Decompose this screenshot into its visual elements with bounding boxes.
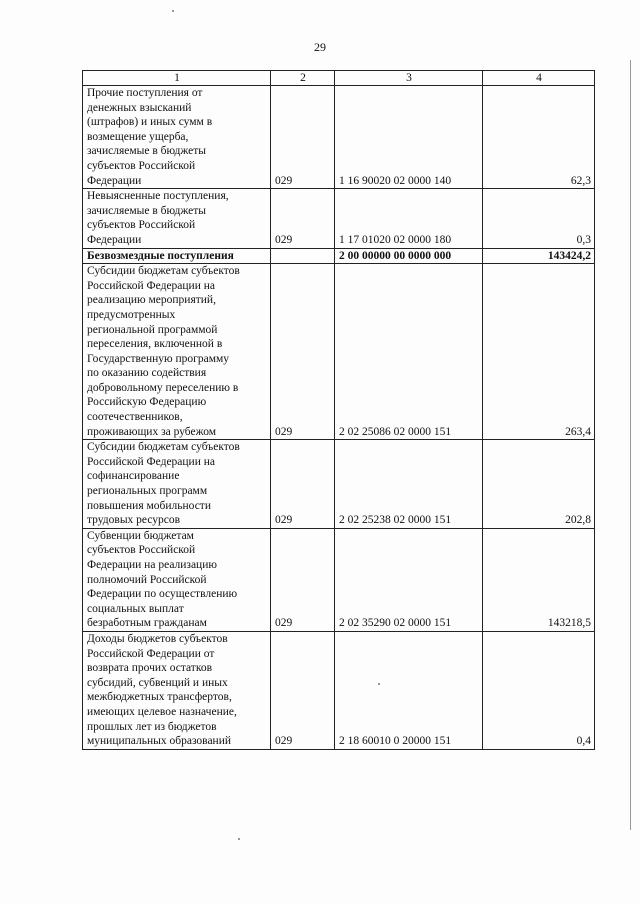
row-name-line: субъектов Российской	[87, 544, 196, 557]
column-header-3: 3	[335, 71, 483, 86]
scan-edge-line	[630, 60, 634, 830]
amount-cell: 202,8	[483, 440, 595, 529]
row-name-line: зачисляемые в бюджеты	[87, 145, 207, 158]
budget-code-cell: 2 02 25238 02 0000 151	[335, 440, 483, 529]
amount-cell: 0,3	[483, 189, 595, 248]
budget-code-cell: 2 02 35290 02 0000 151	[335, 528, 483, 631]
revenue-table	[82, 70, 595, 750]
row-name-cell	[83, 248, 271, 264]
page-number: 29	[314, 40, 326, 54]
admin-code-cell: 029	[271, 189, 335, 248]
row-name-cell	[83, 264, 271, 440]
row-name-line: полномочий Российской	[87, 573, 207, 586]
row-name-line: возмещение ущерба,	[87, 130, 189, 143]
admin-code-cell: 029	[271, 631, 335, 749]
table-row	[83, 248, 595, 264]
row-name-line: региональных программ	[87, 485, 208, 498]
row-name-line: (штрафов) и иных сумм в	[87, 116, 213, 129]
budget-code-cell: 2 00 00000 00 0000 000	[335, 248, 483, 264]
budget-code-cell: 1 16 90020 02 0000 140	[335, 86, 483, 189]
table-row	[83, 264, 595, 440]
scan-speck	[238, 838, 240, 840]
scan-speck	[172, 10, 174, 12]
row-name-line: Российскую Федерацию	[87, 396, 207, 409]
admin-code-cell: 029	[271, 440, 335, 529]
row-name-line: повышения мобильности	[87, 499, 211, 512]
budget-code-cell: 1 17 01020 02 0000 180	[335, 189, 483, 248]
row-name-cell	[83, 189, 271, 248]
row-name-line: субъектов Российской	[87, 159, 196, 172]
column-header-2: 2	[271, 71, 335, 86]
row-name-line: имеющих целевое назначение,	[87, 705, 237, 718]
row-name-line: денежных взысканий	[87, 101, 192, 114]
column-header-1: 1	[83, 71, 271, 86]
table-row	[83, 189, 595, 248]
row-name-line: проживающих за рубежом	[87, 425, 217, 438]
row-name-line: региональной программой	[87, 323, 218, 336]
row-name-line: межбюджетных трансфертов,	[87, 691, 232, 704]
row-name-line: социальных выплат	[87, 602, 184, 615]
table-row	[83, 440, 595, 529]
row-name-line: субсидий, субвенций и иных	[87, 676, 228, 689]
row-name-cell	[83, 528, 271, 631]
row-name-line: Невыясненные поступления,	[87, 190, 229, 203]
table-row	[83, 528, 595, 631]
row-name-cell	[83, 440, 271, 529]
row-name-line: Субсидии бюджетам субъектов	[87, 265, 240, 278]
row-name-line: Субсидии бюджетам субъектов	[87, 441, 240, 454]
row-name-line: Российской Федерации от	[87, 647, 215, 660]
row-name-line: добровольному переселению в	[87, 381, 239, 394]
scan-speck	[378, 683, 380, 685]
row-name-line: возврата прочих остатков	[87, 662, 213, 675]
row-name-cell	[83, 631, 271, 749]
row-name-line: Федерации	[87, 174, 142, 187]
column-header-4: 4	[483, 71, 595, 86]
row-name-line: Федерации на реализацию	[87, 559, 217, 571]
row-name-line: софинансирование	[87, 470, 180, 483]
row-name-line: субъектов Российской	[87, 219, 196, 232]
table-header-row	[83, 71, 595, 86]
row-name-line: трудовых ресурсов	[87, 514, 181, 527]
row-name-line: соотечественников,	[87, 411, 183, 424]
row-name-cell	[83, 86, 271, 189]
row-name-line: Доходы бюджетов субъектов	[87, 632, 228, 645]
table-body	[83, 86, 595, 750]
amount-cell: 143424,2	[483, 248, 595, 264]
admin-code-cell: 029	[271, 528, 335, 631]
row-name-line: Государственную программу	[87, 352, 230, 365]
row-name-line: Субвенции бюджетам	[87, 529, 194, 542]
admin-code-cell	[271, 248, 335, 264]
amount-cell: 263,4	[483, 264, 595, 440]
amount-cell: 143218,5	[483, 528, 595, 631]
row-name-line: прошлых лет из бюджетов	[87, 720, 217, 733]
row-name-line: предусмотренных	[87, 308, 176, 321]
row-name-line: Российской Федерации на	[87, 455, 215, 468]
row-name-line: Федерации по осуществлению	[87, 588, 238, 601]
row-name-line: переселения, включенной в	[87, 338, 223, 351]
amount-cell: 0,4	[483, 631, 595, 749]
budget-code-cell: 2 18 60010 0 20000 151	[335, 631, 483, 749]
table-row	[83, 86, 595, 189]
row-name-line: реализацию мероприятий,	[87, 294, 216, 307]
row-name-line: безработным гражданам	[87, 617, 207, 630]
row-name-line: Российской Федерации на	[87, 279, 215, 292]
admin-code-cell: 029	[271, 86, 335, 189]
row-name-line: Прочие поступления от	[87, 87, 203, 99]
row-name-line: зачисляемые в бюджеты	[87, 204, 207, 217]
amount-cell: 62,3	[483, 86, 595, 189]
admin-code-cell: 029	[271, 264, 335, 440]
row-name-line: Безвозмездные поступления	[87, 249, 234, 262]
row-name-line: по оказанию содействия	[87, 367, 207, 380]
table-row	[83, 631, 595, 749]
row-name-line: Федерации	[87, 233, 142, 246]
budget-code-cell: 2 02 25086 02 0000 151	[335, 264, 483, 440]
row-name-line: муниципальных образований	[87, 735, 232, 748]
